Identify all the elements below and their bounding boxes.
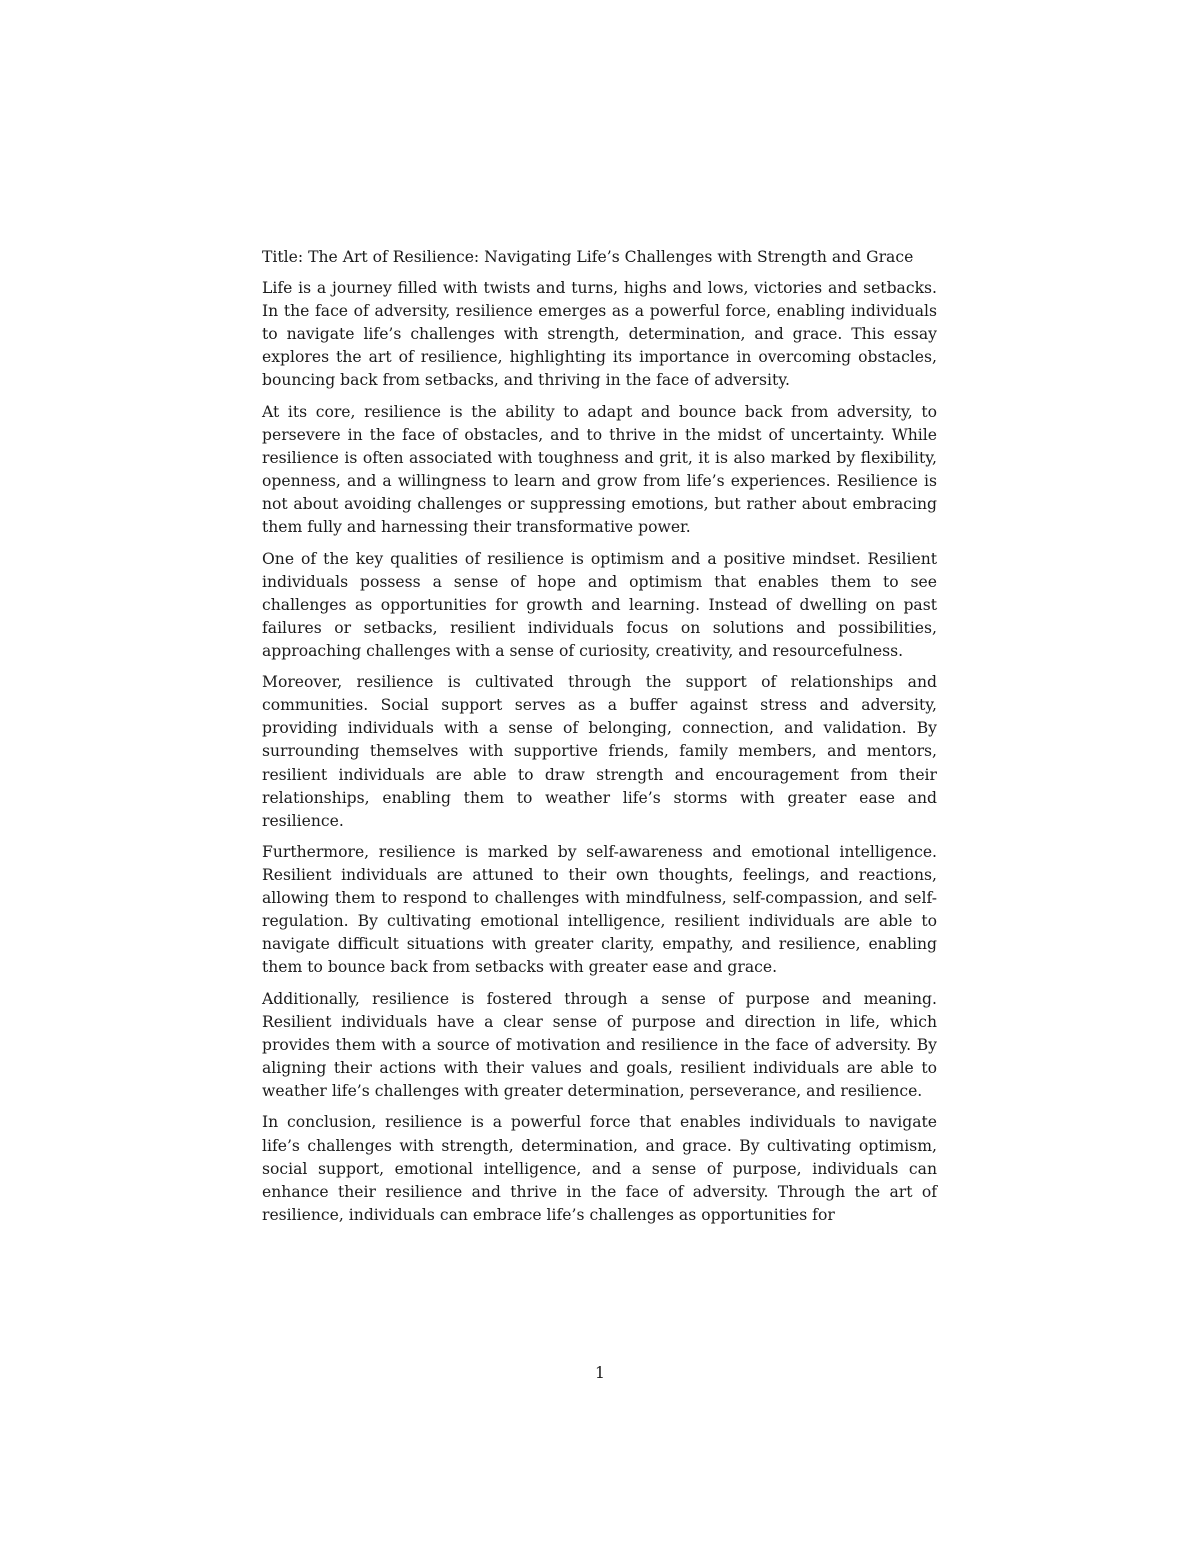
- paragraph-conclusion: In conclusion, resilience is a powerful force that enables individuals to navigate life’s challenges with strength, determination, and grace. By cultivating optimism, social support, emotional intelligence, and a sense of purpose, individuals can enhance their resilience and thrive in the face of adversity. Through the art of resilience, individuals can embrace life’s challenges as opportunities for: [262, 1113, 937, 1224]
- paragraph-core: At its core, resilience is the ability to adapt and bounce back from adversity, to persevere in the face of obstacles, and to thrive in the midst of uncertainty. While resilience is often associated with toughness and grit, it is also marked by flexibility, openness, and a willingness to learn and grow from life’s experiences. Resilience is not about avoiding challenges or suppressing emotions, but rather about embracing them fully and harnessing their transformative power.: [262, 402, 937, 537]
- paragraph-relationships: Moreover, resilience is cultivated through the support of relationships and communities. Social support serves as a buffer against stress and adversity, providing individuals with a sense of belonging, connection, and validation. By surrounding themselves with supportive friends, family members, and mentors, resilient individuals are able to draw strength and encouragement from their relationships, enabling them to weather life’s storms with greater ease and resilience.: [262, 673, 937, 830]
- essay-title: Title: The Art of Resilience: Navigating Life’s Challenges with Strength and Grace: [262, 248, 914, 266]
- paragraph-intro: Life is a journey filled with twists and turns, highs and lows, victories and setbacks. In the face of adversity, resilience emerges as a powerful force, enabling individuals to navigate life’s challenges with strength, determination, and grace. This essay explores the art of resilience, highlighting its importance in overcoming obstacles, bouncing back from setbacks, and thriving in the face of adversity.: [262, 279, 937, 390]
- paragraph-self-awareness: Furthermore, resilience is marked by self-awareness and emotional intelligence. Resilient individuals are attuned to their own thoughts, feelings, and reactions, allowing them to respond to challenges with mindfulness, self-compassion, and self-regulation. By cultivating emotional intelligence, resilient individuals are able to navigate difficult situations with greater clarity, empathy, and resilience, enabling them to bounce back from setbacks with greater ease and grace.: [262, 843, 937, 977]
- paragraph-purpose: Additionally, resilience is fostered through a sense of purpose and meaning. Resilient individuals have a clear sense of purpose and direction in life, which provides them with a source of motivation and resilience in the face of adversity. By aligning their actions with their values and goals, resilient individuals are able to weather life’s challenges with greater determination, perseverance, and resilience.: [262, 989, 937, 1101]
- essay-body: [262, 246, 937, 1235]
- page-number: 1: [595, 1364, 605, 1382]
- paragraph-optimism: One of the key qualities of resilience is optimism and a positive mindset. Resilient individuals possess a sense of hope and optimism that enables them to see challenges as opportunities for growth and learning. Instead of dwelling on past failures or setbacks, resilient individuals focus on solutions and possibilities, approaching challenges with a sense of curiosity, creativity, and resourcefulness.: [262, 549, 937, 660]
